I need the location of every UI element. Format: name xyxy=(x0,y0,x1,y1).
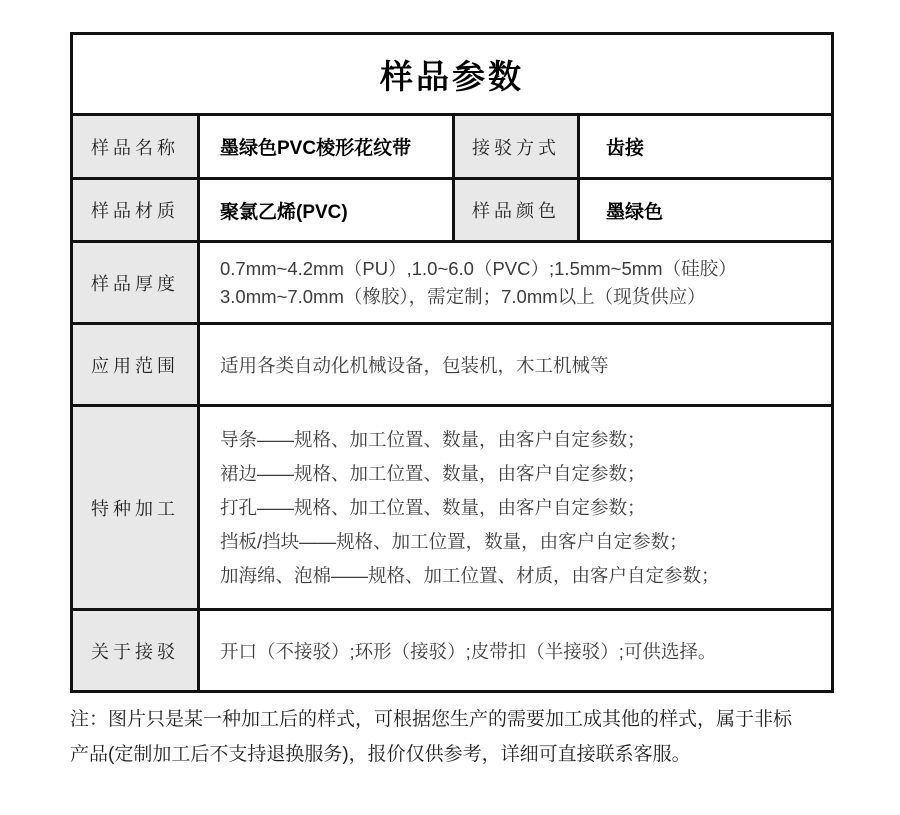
application-label: 应用范围 xyxy=(72,324,199,406)
table-row-about-joint xyxy=(72,610,833,692)
application-value: 适用各类自动化机械设备，包装机，木工机械等 xyxy=(199,324,833,406)
thickness-line-1: 0.7mm~4.2mm（PU）,1.0~6.0（PVC）;1.5mm~5mm（硅胶） xyxy=(220,257,737,279)
about-joint-label: 关于接驳 xyxy=(72,610,199,692)
table-row-sample-material xyxy=(72,179,833,242)
table-row-thickness xyxy=(72,242,833,324)
joint-method-label: 接驳方式 xyxy=(454,115,579,179)
table-row-special-processing xyxy=(72,406,833,610)
special-processing-line-2: 裙边——规格、加工位置、数量，由客户自定参数； xyxy=(220,462,646,484)
sample-material-label: 样品材质 xyxy=(72,179,199,242)
sample-color-label: 样品颜色 xyxy=(454,179,579,242)
table-row-sample-name xyxy=(72,115,833,179)
thickness-line-2: 3.0mm~7.0mm（橡胶），需定制；7.0mm以上（现货供应） xyxy=(220,285,706,307)
spec-table xyxy=(70,32,834,693)
sample-name-label: 样品名称 xyxy=(72,115,199,179)
footer-note-line-2: 产品(定制加工后不支持退换服务)，报价仅供参考，详细可直接联系客服。 xyxy=(70,744,691,765)
special-processing-line-1: 导条——规格、加工位置、数量，由客户自定参数； xyxy=(220,428,646,450)
sample-name-value: 墨绿色PVC棱形花纹带 xyxy=(199,115,454,179)
title-row xyxy=(72,34,833,115)
table-row-application xyxy=(72,324,833,406)
footer-note xyxy=(70,702,842,772)
sample-material-value: 聚氯乙烯(PVC) xyxy=(199,179,454,242)
page-title: 样品参数 xyxy=(72,34,833,115)
about-joint-value: 开口（不接驳）;环形（接驳）;皮带扣（半接驳）;可供选择。 xyxy=(199,610,833,692)
sample-color-value: 墨绿色 xyxy=(579,179,833,242)
special-processing-line-3: 打孔——规格、加工位置、数量，由客户自定参数； xyxy=(220,496,646,518)
thickness-label: 样品厚度 xyxy=(72,242,199,324)
footer-note-line-1: 注：图片只是某一种加工后的样式，可根据您生产的需要加工成其他的样式，属于非标 xyxy=(70,709,793,730)
thickness-value xyxy=(199,242,833,324)
special-processing-line-4: 挡板/挡块——规格、加工位置，数量，由客户自定参数； xyxy=(220,530,688,552)
joint-method-value: 齿接 xyxy=(579,115,833,179)
special-processing-line-5: 加海绵、泡棉——规格、加工位置、材质，由客户自定参数； xyxy=(220,564,720,586)
special-processing-label: 特种加工 xyxy=(72,406,199,610)
special-processing-value xyxy=(199,406,833,610)
